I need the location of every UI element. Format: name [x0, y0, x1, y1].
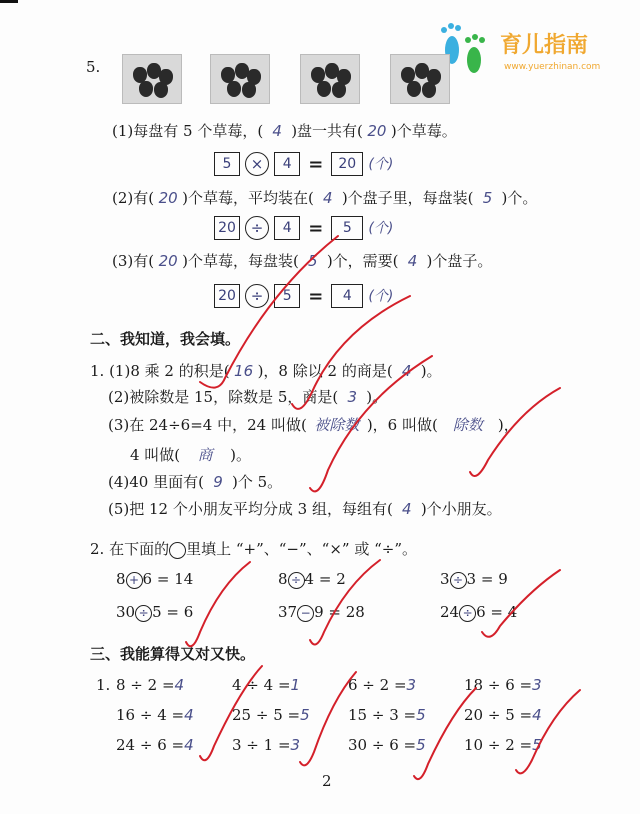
op-item: 8 + 6 = 14	[116, 570, 194, 588]
section-title: 二、我知道，我会填。	[90, 330, 241, 348]
op-item: 30 ÷ 5 = 6	[116, 603, 194, 621]
fill-line-3: (3)在 24÷6=4 中，24 叫做( 被除数 )，6 叫做( 除数 )，	[108, 416, 519, 434]
fill-line-4: (4)40 里面有( 9 )个 5。	[108, 473, 283, 491]
calc-item: 16 ÷ 4 =4	[116, 706, 194, 724]
q5-part2: (2)有( 20 )个草莓，平均装在( 4 )个盘子里，每盘装( 5 )个。	[112, 189, 538, 207]
calc-item: 4 ÷ 4 =1	[232, 676, 301, 694]
strawberry-plate-image	[300, 54, 360, 104]
calc-item: 30 ÷ 6 =5	[348, 736, 426, 754]
q5-equation2: 20 ÷ 4 = 5 (个)	[214, 216, 393, 240]
question-number: 1.	[96, 676, 111, 694]
op-item: 3 ÷ 3 = 9	[440, 570, 508, 588]
check-mark-icon	[516, 690, 580, 773]
strawberry-plate-image	[122, 54, 182, 104]
q5-equation1: 5 × 4 = 20 (个)	[214, 152, 393, 176]
op-item: 37 − 9 = 28	[278, 603, 365, 621]
calc-item: 8 ÷ 2 =4	[116, 676, 185, 694]
op-item: 8 ÷ 4 = 2	[278, 570, 346, 588]
strawberry-plate-image	[210, 54, 270, 104]
fill-line-2: (2)被除数是 15，除数是 5，商是( 3 )。	[108, 388, 388, 406]
fill-line-5: (5)把 12 个小朋友平均分成 3 组，每组有( 4 )个小朋友。	[108, 500, 502, 518]
q5-equation3: 20 ÷ 5 = 4 (个)	[214, 284, 393, 308]
strawberry-plate-image	[390, 54, 450, 104]
calc-item: 6 ÷ 2 =3	[348, 676, 417, 694]
calc-item: 25 ÷ 5 =5	[232, 706, 310, 724]
calc-item: 10 ÷ 2 =5	[464, 736, 542, 754]
fill-line-3b: 4 叫做( 商 )。	[130, 446, 252, 464]
calc-item: 20 ÷ 5 =4	[464, 706, 542, 724]
calc-item: 15 ÷ 3 =5	[348, 706, 426, 724]
op-item: 24 ÷ 6 = 4	[440, 603, 518, 621]
section-title: 三、我能算得又对又快。	[90, 645, 256, 663]
calc-item: 24 ÷ 6 =4	[116, 736, 194, 754]
check-mark-icon	[414, 688, 476, 779]
circle-icon	[169, 542, 186, 559]
question-2-instruction: 2. 在下面的 里填上 “+”、“−”、“×” 或 “÷”。	[90, 540, 418, 558]
q5-part3: (3)有( 20 )个草莓，每盘装( 5 )个，需要( 4 )个盘子。	[112, 252, 493, 270]
fill-line-1: 1. (1)8 乘 2 的积是( 16 )，8 除以 2 的商是( 4 )。	[90, 362, 442, 380]
q5-part1: (1)每盘有 5 个草莓，( 4 )盘一共有( 20 )个草莓。	[112, 122, 457, 140]
question-number: 5.	[86, 58, 101, 76]
calc-item: 18 ÷ 6 =3	[464, 676, 542, 694]
page-corner-mark	[0, 0, 18, 3]
brand-url: www.yuerzhinan.com	[504, 62, 601, 72]
calc-item: 3 ÷ 1 =3	[232, 736, 301, 754]
brand-name: 育儿指南	[500, 33, 589, 58]
check-mark-icon	[186, 562, 250, 646]
page-number: 2	[322, 772, 332, 790]
